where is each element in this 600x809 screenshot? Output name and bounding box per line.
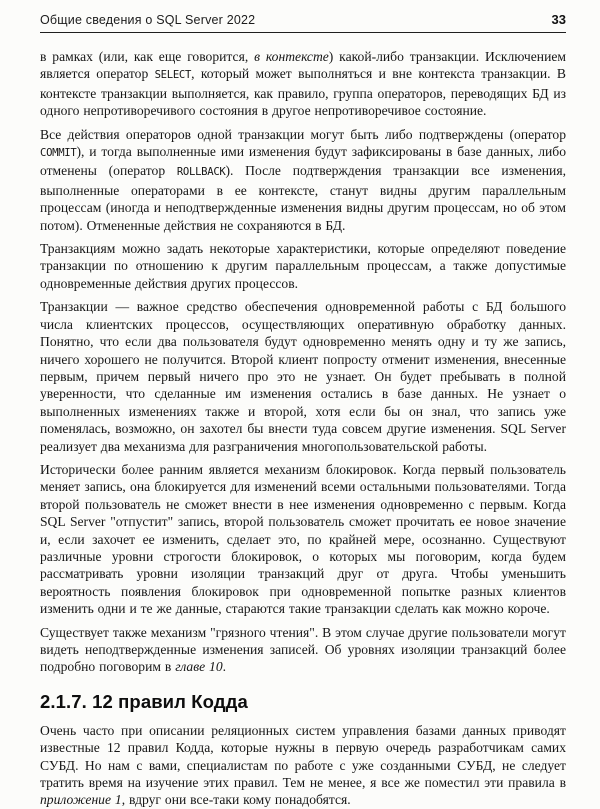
text-run: Все действия операторов одной транзакции могут быть либо подтверждены (оператор [40, 126, 566, 142]
section-heading: 2.1.7. 12 правил Кодда [40, 690, 248, 712]
page-number: 33 [551, 12, 566, 27]
text-run: Исторически более ранним является механизм блокировок. Когда первый пользователь меняет запись, она блокируется для изменений всеми остальными пользователями. Тогда второй пользователь не сможет внести в нее изменения одновременно с первым. Когда SQL Server "отпустит" запись, второй пользователь сможет прочитать ее новое значение и, если захочет ее изменить, сделает это, по крайней мере, осознанно. Существуют различные уровни строгости блокировок, о которых мы поговорим, когда будем рассматривать уровни изоляции транзакций друг от друга. Чтобы уменьшить вероятность появления блокировок при одновременной попытке разных клиентов изменить одни и те же данные, стараются такие транзакции сделать как можно короче. [40, 461, 566, 617]
page-header [40, 12, 566, 33]
paragraph [40, 461, 566, 618]
running-head-title: Общие сведения о SQL Server 2022 [40, 13, 256, 27]
paragraph [40, 240, 566, 292]
text-run: ), и тогда выполненные ими изменения будут зафиксированы в базе данных, либо отменены (оператор [40, 144, 566, 179]
text-run: в рамках (или, как еще говорится, [40, 49, 255, 64]
text-run: COMMIT [40, 147, 77, 160]
text-run: . [222, 659, 227, 675]
page-body [40, 48, 566, 809]
text-run: ROLLBACK [176, 166, 226, 179]
text-run: , который может выполняться и вне контекста транзакции. В контексте транзакции выполняется, как правило, группа операторов, переводящих БД из одного непротиворечивого состояния в другое непротиворечивое состояние. [40, 66, 566, 119]
text-run: ). После подтверждения транзакции все изменения, выполненные операторами в ее контексте, станут видны другим параллельным процессам (иногда и неподтвержденные изменения видны другим процессам, но об этом потом). Отмененные действия не сохраняются в БД. [40, 163, 566, 233]
paragraph [40, 126, 566, 234]
paragraph [40, 48, 566, 120]
text-run: Существует также механизм "грязного чтения". В этом случае другие пользователи могут видеть неподтвержденные изменения записей. Об уровнях изоляции транзакций более подробно поговорим в [40, 624, 566, 675]
text-run: SELECT [154, 69, 192, 82]
text-run: , вдруг они все-таки кому понадобятся. [121, 792, 351, 808]
paragraph [40, 624, 566, 676]
paragraph [40, 298, 566, 455]
text-run: в контексте [254, 49, 329, 64]
text-run: Транзакции — важное средство обеспечения одновременной работы с БД большого числа клиентских процессов, осуществляющих оперативную обработку данных. Понятно, что если два пользователя будут одновременно менять одну и ту же запись, ничего хорошего не получится. Второй клиент попросту отменит изменения, внесенные первым, причем первый ничего про это не узнает. Он будет пребывать в полной уверенности, что сделанные им изменения остались в базе данных. Не узнает о выполненных изменениях также и второй, хотя если бы он знал, что запись уже поменялась, возможно, он захотел бы внести туда совсем другие изменения. SQL Server реализует два механизма для разграничения многопользовательской работы. [40, 299, 566, 454]
paragraph [40, 722, 566, 809]
text-run: главе 10 [175, 659, 223, 675]
text-run: Транзакциям можно задать некоторые характеристики, которые определяют поведение транзакции по отношению к другим параллельным процессам, а также допустимые одновременные действия других процессов. [40, 241, 566, 291]
text-run: ) какой-либо транзакции. Исключением является оператор [40, 49, 566, 82]
text-run: приложение 1 [40, 792, 122, 808]
text-run: Очень часто при описании реляционных систем управления базами данных приводят известные 12 правил Кодда, которые нужны в первую очередь разработчикам самих СУБД. Но нам с вами, специалистам по работе с уже созданными СУБД, не следует тратить время на изучение этих правил. Тем не менее, я все же поместил эти правила в [40, 722, 566, 791]
